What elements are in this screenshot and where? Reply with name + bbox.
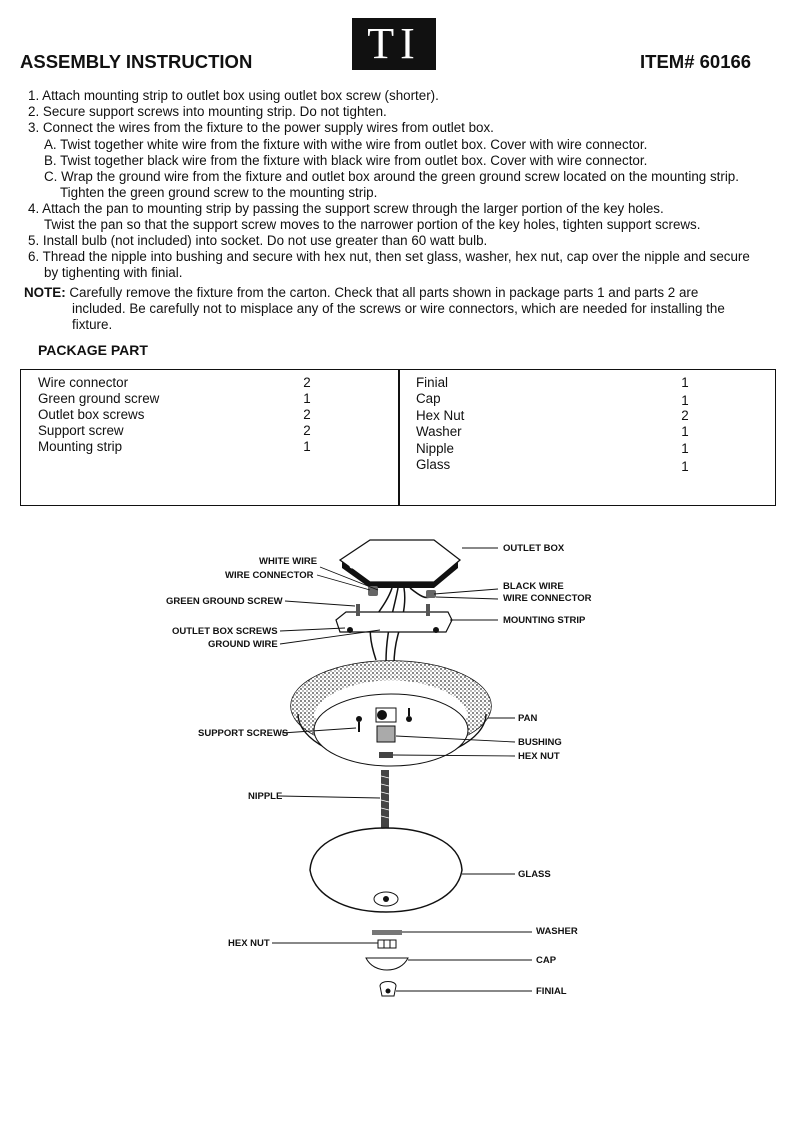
step-3: 3. Connect the wires from the fixture to the power supply wires from outlet box. [28, 120, 494, 135]
part-qty: 1 [681, 459, 689, 474]
cap [366, 958, 408, 970]
glass [310, 828, 462, 912]
note-label: NOTE: [24, 285, 66, 300]
part-qty: 2 [681, 408, 689, 423]
washer [372, 930, 402, 935]
part-qty: 1 [303, 391, 311, 406]
label-green-ground-screw: GREEN GROUND SCREW [166, 596, 283, 607]
label-bushing: BUSHING [518, 737, 562, 748]
label-nipple: NIPPLE [248, 791, 283, 802]
label-white-wire: WHITE WIRE [259, 556, 318, 567]
part-name: Glass [416, 457, 451, 472]
assembly-diagram [0, 520, 808, 1020]
label-outlet-box-screws: OUTLET BOX SCREWS [172, 626, 278, 637]
part-name: Hex Nut [416, 408, 465, 423]
part-qty: 1 [681, 424, 689, 439]
label-hex-nut-left: HEX NUT [228, 938, 270, 949]
label-support-screws: SUPPORT SCREWS [198, 728, 289, 739]
part-qty: 2 [303, 423, 311, 438]
label-washer: WASHER [536, 926, 578, 937]
label-glass: GLASS [518, 869, 551, 880]
part-qty: 1 [681, 441, 689, 456]
step-5: 5. Install bulb (not included) into socket. Do not use greater than 60 watt bulb. [28, 233, 488, 248]
outlet-box [340, 540, 460, 588]
part-qty: 1 [681, 375, 689, 390]
part-qty: 1 [303, 439, 311, 454]
label-cap: CAP [536, 955, 557, 966]
brand-logo: TI [352, 18, 436, 70]
step-4-cont: Twist the pan so that the support screw moves to the narrower portion of the key holes, tighten support screws. [44, 217, 701, 232]
label-wire-connector-left: WIRE CONNECTOR [225, 570, 314, 581]
part-name: Green ground screw [38, 391, 160, 406]
part-name: Finial [416, 375, 448, 390]
step-3c: C. Wrap the ground wire from the fixture and outlet box around the green ground screw located on the mounting strip. [44, 169, 739, 184]
label-pan: PAN [518, 713, 538, 724]
wire-connector-left [368, 586, 378, 596]
step-6: 6. Thread the nipple into bushing and secure with hex nut, then set glass, washer, hex nut, cap over the nipple and secure [28, 249, 750, 264]
note-line-2: included. Be carefully not to misplace any of the screws or wire connectors, which are needed for installing the [72, 301, 725, 316]
page-title: ASSEMBLY INSTRUCTION [20, 51, 253, 72]
label-black-wire: BLACK WIRE [503, 581, 564, 592]
step-1: 1. Attach mounting strip to outlet box using outlet box screw (shorter). [28, 88, 439, 103]
package-title: PACKAGE PART [38, 342, 148, 358]
part-qty: 1 [681, 393, 689, 408]
label-outlet-box: OUTLET BOX [503, 543, 565, 554]
package-table-divider [398, 369, 400, 506]
part-qty: 2 [303, 375, 311, 390]
label-finial: FINIAL [536, 986, 567, 997]
step-3b: B. Twist together black wire from the fixture with black wire from outlet box. Cover with wire connector. [44, 153, 648, 168]
part-name: Nipple [416, 441, 454, 456]
part-name: Outlet box screws [38, 407, 145, 422]
note-line-1 [24, 285, 698, 300]
label-wire-connector-right: WIRE CONNECTOR [503, 593, 592, 604]
part-name: Washer [416, 424, 462, 439]
step-4: 4. Attach the pan to mounting strip by passing the support screw through the larger portion of the key holes. [28, 201, 664, 216]
part-name: Cap [416, 391, 441, 406]
label-hex-nut-right: HEX NUT [518, 751, 560, 762]
label-ground-wire: GROUND WIRE [208, 639, 278, 650]
nipple [381, 770, 389, 828]
note-text-1: Carefully remove the fixture from the carton. Check that all parts shown in package parts 1 and parts 2 are [69, 285, 699, 300]
step-6-cont: by tighenting with finial. [44, 265, 183, 280]
part-name: Wire connector [38, 375, 129, 390]
step-3c-cont: Tighten the green ground screw to the mounting strip. [60, 185, 378, 200]
part-name: Support screw [38, 423, 124, 438]
note-line-3: fixture. [72, 317, 113, 332]
finial [380, 982, 396, 997]
hex-nut [378, 940, 396, 948]
item-number: ITEM# 60166 [640, 51, 752, 72]
step-3a: A. Twist together white wire from the fixture with withe wire from outlet box. Cover with wire connector. [44, 137, 648, 152]
step-2: 2. Secure support screws into mounting strip. Do not tighten. [28, 104, 387, 119]
label-mounting-strip: MOUNTING STRIP [503, 615, 586, 626]
part-name: Mounting strip [38, 439, 123, 454]
part-qty: 2 [303, 407, 311, 422]
